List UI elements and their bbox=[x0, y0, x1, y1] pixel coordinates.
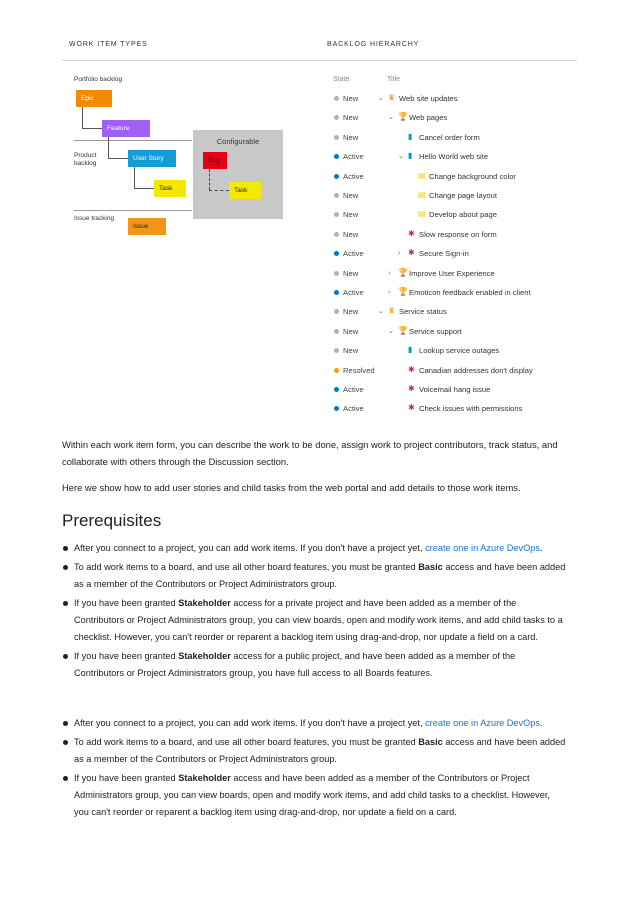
state-label: Resolved bbox=[343, 365, 375, 375]
divider bbox=[74, 140, 192, 141]
hierarchy-row[interactable] bbox=[330, 403, 580, 422]
hierarchy-row[interactable] bbox=[330, 93, 580, 112]
state-label: New bbox=[343, 307, 359, 317]
state-label: New bbox=[343, 229, 359, 239]
hierarchy-row[interactable] bbox=[330, 190, 580, 209]
chevron-right-icon[interactable]: › bbox=[388, 269, 391, 277]
task-icon: ▤ bbox=[418, 170, 426, 180]
hierarchy-row[interactable] bbox=[330, 287, 580, 306]
state-label: New bbox=[343, 132, 359, 142]
epic-box: Epic bbox=[76, 90, 112, 107]
configurable-panel bbox=[193, 130, 283, 219]
portfolio-backlog-label: Portfolio backlog bbox=[74, 76, 123, 83]
state-label: New bbox=[343, 268, 359, 278]
state-dot-icon bbox=[334, 135, 339, 140]
bug-icon: ✱ bbox=[408, 364, 415, 374]
work-item-title[interactable]: Web pages bbox=[409, 113, 448, 123]
connector-line bbox=[134, 188, 154, 189]
work-item-title[interactable]: Check issues with permissions bbox=[419, 404, 523, 414]
hierarchy-row[interactable] bbox=[330, 248, 580, 267]
work-item-title[interactable]: Change background color bbox=[429, 171, 516, 181]
state-dot-icon bbox=[334, 348, 339, 353]
intro-paragraph: Within each work item form, you can describe the work to be done, assign work to project contributors, track status, and collaborate with others through the Discussion section. bbox=[62, 439, 558, 467]
story-icon: ▮ bbox=[408, 151, 413, 161]
trophy-icon: 🏆 bbox=[398, 112, 408, 122]
chevron-down-icon[interactable]: ⌄ bbox=[378, 308, 384, 316]
state-label: New bbox=[343, 346, 359, 356]
issue-box: Issue bbox=[128, 218, 166, 235]
work-item-title[interactable]: Service status bbox=[399, 307, 447, 317]
trophy-icon: 🏆 bbox=[398, 325, 408, 335]
state-dot-icon bbox=[334, 271, 339, 276]
state-label: Active bbox=[343, 288, 364, 297]
crown-icon: ♛ bbox=[388, 93, 396, 102]
work-item-title[interactable]: Web site updates bbox=[399, 94, 458, 103]
list-item: To add work items to a board, and use all other board features, you must be granted Basic access and have been added as a member of the Contributors or Project Administrators group. bbox=[62, 734, 567, 768]
issue-tracking-label: Issue tracking bbox=[74, 215, 115, 222]
trophy-icon: 🏆 bbox=[398, 267, 408, 277]
table-header bbox=[62, 38, 577, 61]
prerequisites-list bbox=[62, 715, 567, 823]
work-item-title[interactable]: Slow response on form bbox=[419, 229, 497, 239]
state-label: Active bbox=[343, 152, 364, 162]
work-item-types-diagram bbox=[74, 72, 289, 247]
work-item-title[interactable]: Service support bbox=[409, 326, 462, 336]
work-item-title[interactable]: Emoticon feedback enabled in client bbox=[409, 288, 531, 297]
hierarchy-row[interactable] bbox=[330, 345, 580, 364]
state-dot-icon bbox=[334, 154, 339, 159]
state-label: New bbox=[343, 191, 359, 200]
hierarchy-row[interactable] bbox=[330, 306, 580, 325]
work-item-title[interactable]: Cancel order form bbox=[419, 132, 480, 142]
bug-icon: ✱ bbox=[408, 384, 415, 393]
state-label: New bbox=[343, 326, 359, 336]
connector-line bbox=[134, 167, 135, 189]
state-dot-icon bbox=[334, 174, 339, 179]
connector-line bbox=[82, 128, 102, 129]
state-dot-icon bbox=[334, 232, 339, 237]
state-dot-icon bbox=[334, 251, 339, 256]
user-story-box: User Story bbox=[128, 150, 176, 167]
state-label: Active bbox=[343, 171, 364, 181]
create-project-link[interactable]: create one in Azure DevOps bbox=[425, 718, 540, 728]
bug-box: Bug bbox=[203, 152, 227, 169]
backlog-hierarchy-header: BACKLOG HIERARCHY bbox=[327, 41, 420, 48]
work-item-title[interactable]: Secure Sign-in bbox=[419, 249, 469, 259]
state-dot-icon bbox=[334, 406, 339, 411]
task-icon: ▤ bbox=[418, 209, 426, 219]
hierarchy-row[interactable] bbox=[330, 209, 580, 228]
work-item-title[interactable]: Change page layout bbox=[429, 191, 497, 200]
chevron-down-icon[interactable]: ⌄ bbox=[388, 327, 394, 335]
state-label: Active bbox=[343, 249, 364, 259]
story-icon: ▮ bbox=[408, 345, 413, 355]
configurable-label: Configurable bbox=[216, 137, 260, 146]
work-item-title[interactable]: Lookup service outages bbox=[419, 346, 500, 356]
howto-paragraph: Here we show how to add user stories and child tasks from the web portal and add details to those work items. bbox=[62, 482, 521, 493]
bug-icon: ✱ bbox=[408, 248, 415, 258]
connector-line bbox=[108, 137, 109, 159]
state-label: New bbox=[343, 94, 359, 103]
work-item-title[interactable]: Develop about page bbox=[429, 210, 497, 220]
state-dot-icon bbox=[334, 212, 339, 217]
hierarchy-row[interactable] bbox=[330, 268, 580, 287]
state-label: New bbox=[343, 210, 359, 220]
prerequisites-heading: Prerequisites bbox=[62, 511, 162, 530]
task-box: Task bbox=[229, 182, 261, 199]
list-item: If you have been granted Stakeholder access for a private project and have been added as a member of the Contributors or Project Administrators group, you can view boards, open and modify work items, and add child tasks to a checklist. However, you can't reorder or reparent a backlog item using drag-and-drop, nor update a field on a card. bbox=[62, 595, 567, 646]
bug-icon: ✱ bbox=[408, 403, 415, 413]
state-label: Active bbox=[343, 385, 364, 394]
hierarchy-row[interactable] bbox=[330, 326, 580, 345]
connector-line bbox=[82, 107, 83, 129]
list-item: If you have been granted Stakeholder access and have been added as a member of the Contributors or Project Administrators group, you can view boards, open and modify work items, and add child tasks to a checklist. However, you can't reorder or reparent a backlog item using drag-and-drop, nor update a field on a card. bbox=[62, 770, 567, 821]
state-column-header: State bbox=[333, 76, 350, 83]
chevron-right-icon[interactable]: › bbox=[388, 289, 391, 296]
product-backlog-label: Product backlog bbox=[74, 152, 97, 167]
trophy-icon: 🏆 bbox=[398, 287, 408, 296]
task-icon: ▤ bbox=[418, 190, 426, 199]
chevron-right-icon[interactable]: › bbox=[398, 250, 401, 258]
hierarchy-row[interactable] bbox=[330, 132, 580, 151]
hierarchy-row[interactable] bbox=[330, 151, 580, 170]
list-item: After you connect to a project, you can add work items. If you don't have a project yet, create one in Azure DevOps. bbox=[62, 715, 567, 732]
hierarchy-row[interactable] bbox=[330, 171, 580, 190]
state-dot-icon bbox=[334, 309, 339, 314]
state-dot-icon bbox=[334, 368, 339, 373]
work-item-title[interactable]: Canadian addresses don't display bbox=[419, 365, 533, 375]
hierarchy-row[interactable] bbox=[330, 229, 580, 248]
connector-line bbox=[209, 190, 229, 191]
work-item-title[interactable]: Improve User Experience bbox=[409, 268, 495, 278]
title-column-header: Title bbox=[387, 76, 400, 83]
state-dot-icon bbox=[334, 193, 339, 198]
list-item: To add work items to a board, and use all other board features, you must be granted Basic access and have been added as a member of the Contributors or Project Administrators group. bbox=[62, 559, 567, 593]
state-dot-icon bbox=[334, 329, 339, 334]
story-icon: ▮ bbox=[408, 131, 413, 141]
work-item-title[interactable]: Voicemail hang issue bbox=[419, 385, 491, 394]
task-box: Task bbox=[154, 180, 186, 197]
hierarchy-row[interactable] bbox=[330, 384, 580, 403]
chevron-down-icon[interactable]: ⌄ bbox=[378, 95, 384, 102]
state-label: New bbox=[343, 113, 359, 123]
crown-icon: ♛ bbox=[388, 306, 396, 316]
state-label: Active bbox=[343, 404, 364, 414]
connector-line bbox=[108, 158, 128, 159]
hierarchy-row[interactable] bbox=[330, 112, 580, 131]
list-item: After you connect to a project, you can add work items. If you don't have a project yet, create one in Azure DevOps. bbox=[62, 540, 567, 557]
create-project-link[interactable]: create one in Azure DevOps bbox=[425, 543, 540, 553]
divider bbox=[74, 210, 192, 211]
state-dot-icon bbox=[334, 115, 339, 120]
chevron-down-icon[interactable]: ⌄ bbox=[398, 153, 404, 161]
state-dot-icon bbox=[334, 96, 339, 101]
chevron-down-icon[interactable]: ⌄ bbox=[388, 114, 394, 122]
prerequisites-list bbox=[62, 540, 567, 684]
work-item-types-header: WORK ITEM TYPES bbox=[69, 41, 148, 48]
connector-line bbox=[209, 169, 210, 190]
state-dot-icon bbox=[334, 387, 339, 392]
bug-icon: ✱ bbox=[408, 228, 415, 238]
state-dot-icon bbox=[334, 290, 339, 295]
hierarchy-row[interactable] bbox=[330, 365, 580, 384]
work-item-title[interactable]: Hello World web site bbox=[419, 152, 489, 162]
list-item: If you have been granted Stakeholder access for a public project, and have been added as a member of the Contributors or Project Administrators group, you have full access to all Boards features. bbox=[62, 648, 567, 682]
feature-box: Feature bbox=[102, 120, 150, 137]
